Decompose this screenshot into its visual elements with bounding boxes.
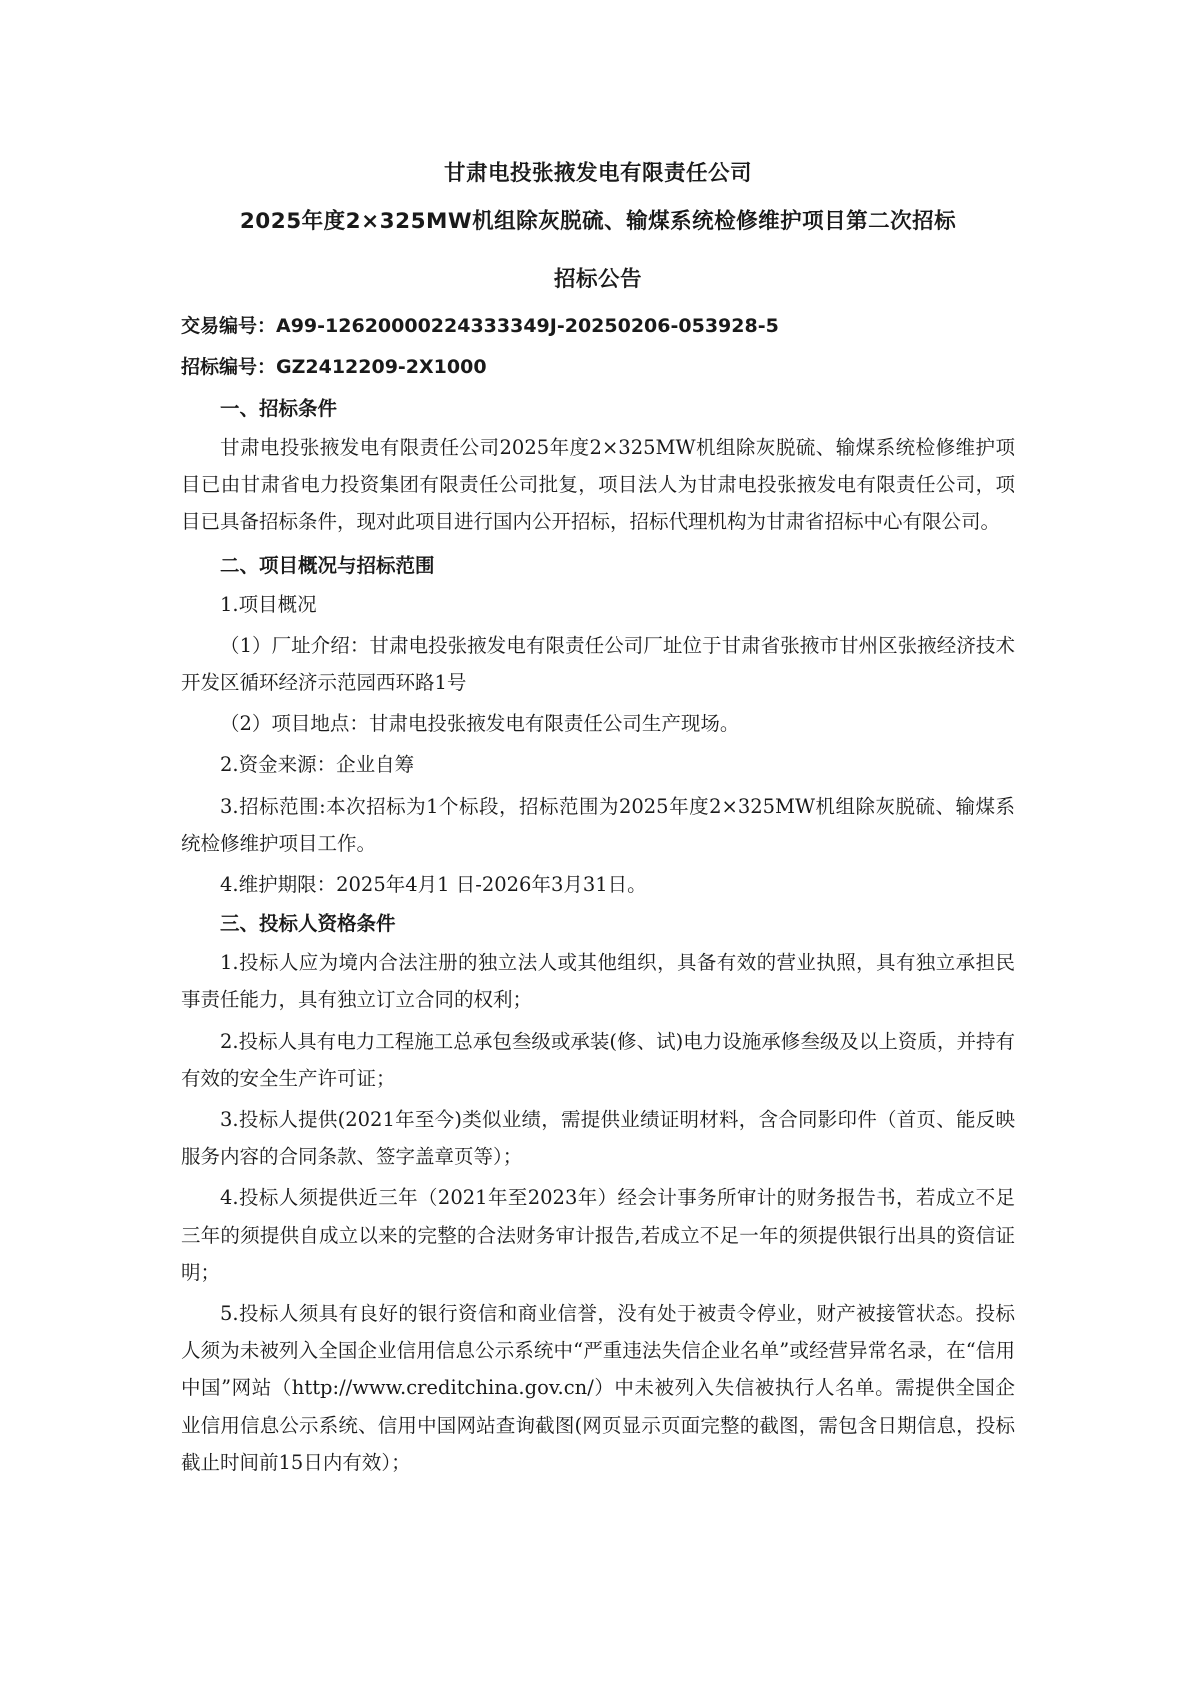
section-2-item-1a: （1）厂址介绍：甘肃电投张掖发电有限责任公司厂址位于甘肃省张掖市甘州区张掖经济技术开发区循环经济示范园西环路1号	[181, 633, 1015, 695]
section-3-item-2: 2.投标人具有电力工程施工总承包叁级或承装(修、试)电力设施承修叁级及以上资质，并持有有效的安全生产许可证；	[181, 1029, 1015, 1090]
section-2-item-3: 3.招标范围:本次招标为1个标段，招标范围为2025年度2×325MW机组除灰脱硫、输煤系统检修维护项目工作。	[181, 794, 1015, 855]
section-2-item-1: 1.项目概况	[220, 592, 317, 616]
section-2-item-4: 4.维护期限：2025年4月1 日-2026年3月31日。	[220, 873, 647, 897]
notice-title: 招标公告	[553, 267, 642, 292]
section-1-paragraph: 甘肃电投张掖发电有限责任公司2025年度2×325MW机组除灰脱硫、输煤系统检修维护项目已由甘肃省电力投资集团有限责任公司批复，项目法人为甘肃电投张掖发电有限责任公司，项目已具备招标条件，现对此项目进行国内公开招标，招标代理机构为甘肃省招标中心有限公司。	[181, 436, 1015, 534]
section-3-heading: 三、投标人资格条件	[220, 912, 396, 936]
trade-number: 交易编号：A99-12620000224333349J-20250206-053928-5	[181, 315, 779, 337]
section-3-item-3: 3.投标人提供(2021年至今)类似业绩，需提供业绩证明材料，含合同影印件（首页、能反映服务内容的合同条款、签字盖章页等）；	[181, 1108, 1015, 1169]
company-title: 甘肃电投张掖发电有限责任公司	[443, 161, 752, 186]
tender-number: 招标编号：GZ2412209-2X1000	[181, 356, 487, 378]
section-2-item-2: 2.资金来源：企业自筹	[220, 753, 415, 777]
project-title: 2025年度2×325MW机组除灰脱硫、输煤系统检修维护项目第二次招标	[239, 209, 957, 234]
section-2-heading: 二、项目概况与招标范围	[220, 553, 435, 577]
section-3-item-1: 1.投标人应为境内合法注册的独立法人或其他组织，具备有效的营业执照，具有独立承担民事责任能力，具有独立订立合同的权利；	[181, 951, 1015, 1012]
section-3-item-5: 5.投标人须具有良好的银行资信和商业信誉，没有处于被责令停业，财产被接管状态。投标人须为未被列入全国企业信用信息公示系统中“严重违法失信企业名单”或经营异常名录，在“信用中国”网站（http://www.creditchina.gov.cn/）中未被列入失信被执行人名单。需提供全国企业信用信息公示系统、信用中国网站查询截图(网页显示页面完整的截图，需包含日期信息，投标截止时间前15日内有效）；	[181, 1302, 1015, 1474]
section-1-heading: 一、招标条件	[220, 397, 338, 420]
section-3-item-4: 4.投标人须提供近三年（2021年至2023年）经会计事务所审计的财务报告书，若成立不足三年的须提供自成立以来的完整的合法财务审计报告,若成立不足一年的须提供银行出具的资信证明；	[181, 1186, 1015, 1284]
section-2-item-1b: （2）项目地点：甘肃电投张掖发电有限责任公司生产现场。	[220, 712, 740, 736]
